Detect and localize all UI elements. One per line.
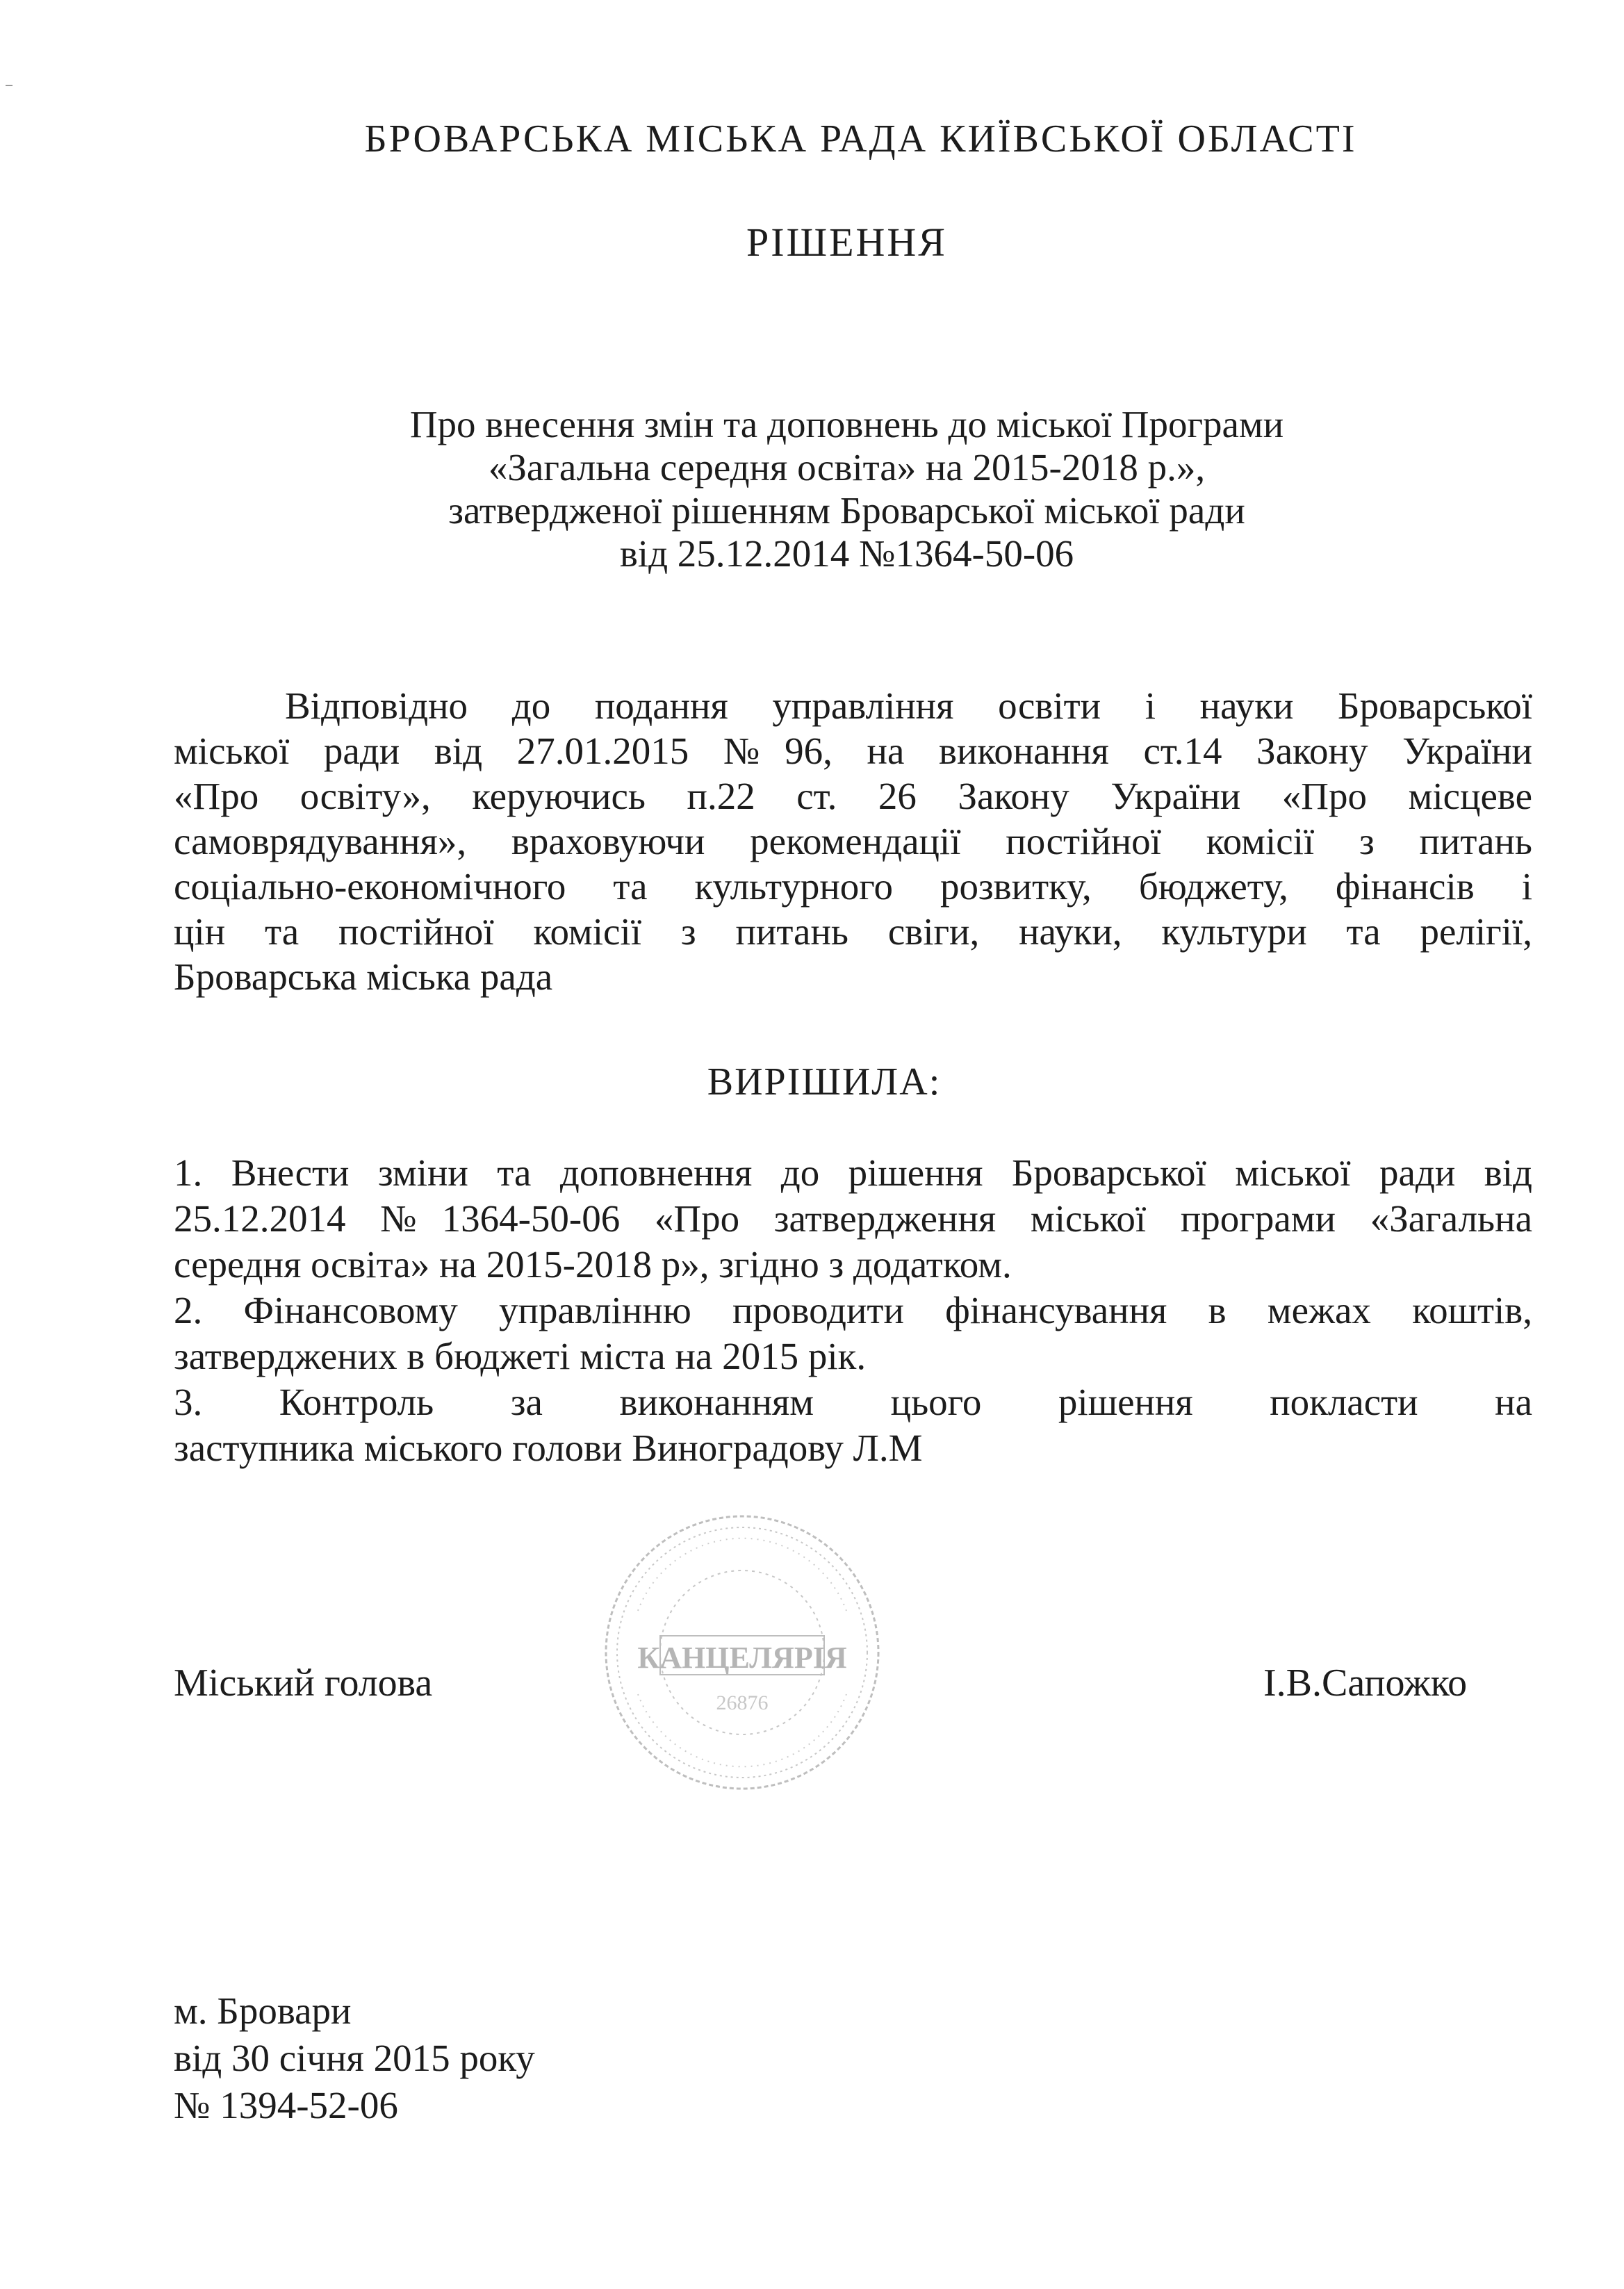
footer-date: від 30 січня 2015 року [174,2037,535,2079]
preamble-line: Відповідно до подання управління освіти і науки Броварської [285,684,1532,727]
preamble-line: соціально-економічного та культурного розвитку, бюджету, фінансів і [174,865,1532,908]
subject-line: затвердженої рішенням Броварської міської ради [448,489,1245,532]
preamble-line: самоврядування», враховуючи рекомендації постійної комісії з питань [174,820,1532,862]
item-line: затверджених в бюджеті міста на 2015 рік. [174,1335,867,1377]
preamble-line: «Про освіту», керуючись п.22 ст. 26 Закону України «Про місцеве [174,775,1532,817]
decision-items [174,1150,1532,1471]
signatory-position: Міський голова [174,1662,433,1705]
footer-number: № 1394-52-06 [174,2084,398,2126]
signatory-name: І.В.Сапожко [1263,1662,1468,1705]
council-heading: БРОВАРСЬКА МІСЬКА РАДА КИЇВСЬКОЇ ОБЛАСТІ [364,117,1357,161]
subject-line: Про внесення змін та доповнень до міської Програми [409,403,1284,445]
decision-title: РІШЕННЯ [746,220,947,265]
item-line: 2. Фінансовому управлінню проводити фінансування в межах коштів, [174,1289,1532,1331]
round-seal-icon [596,1507,888,1798]
resolved-heading: ВИРІШИЛА: [707,1060,942,1104]
document-footer [174,1987,535,2129]
preamble-line: Броварська міська рада [174,955,553,998]
item-line: 1. Внести зміни та доповнення до рішення Броварської міської ради від [174,1151,1532,1194]
footer-city: м. Бровари [174,1989,352,2032]
stamp-text: КАНЦЕЛЯРІЯ [637,1641,847,1675]
item-line: середня освіта» на 2015-2018 р», згідно з додатком. [174,1243,1012,1286]
item-line: заступника міського голови Виноградову Л.М [174,1427,923,1469]
subject-line: «Загальна середня освіта» на 2015-2018 р.», [488,446,1206,489]
subject-line: від 25.12.2014 №1364-50-06 [619,532,1074,575]
preamble-line: міської ради від 27.01.2015 №96, на виконання ст.14 Закону України [174,730,1532,772]
stamp-number: 26876 [716,1691,769,1714]
scan-artifact [6,85,13,86]
preamble-line: цін та постійної комісії з питань свіги, науки, культури та релігії, [174,910,1532,953]
preamble-paragraph [174,683,1532,999]
item-line: 25.12.2014 №1364-50-06 «Про затвердження міської програми «Загальна [174,1197,1532,1240]
item-line: 3. Контроль за виконанням цього рішення покласти на [174,1381,1532,1423]
decision-subject [0,403,1624,575]
